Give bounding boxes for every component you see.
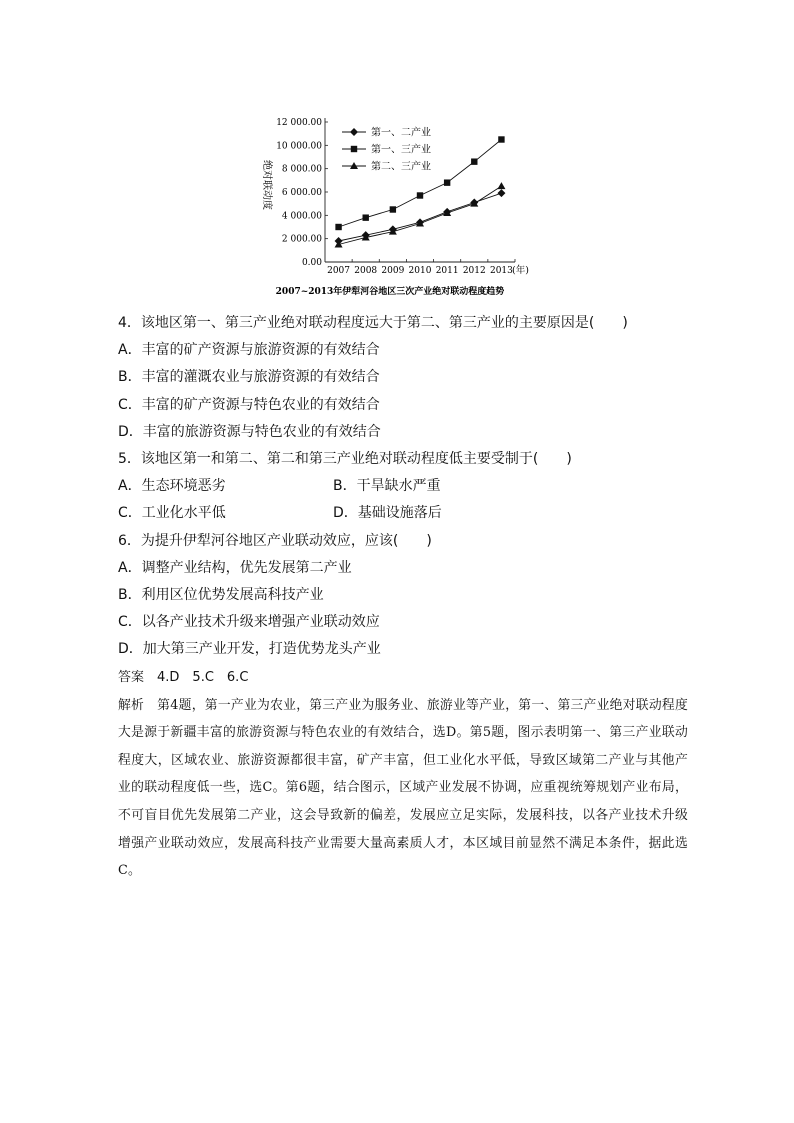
- answer-label: 答案: [118, 669, 145, 685]
- question-5-option-a: A．生态环境恶劣: [118, 478, 226, 495]
- question-5-options-row-2: [118, 500, 688, 527]
- question-block: [118, 310, 688, 885]
- x-tick-label: 2008: [354, 266, 378, 276]
- series-2-point: [498, 136, 504, 142]
- question-5-option-b: B．干旱缺水严重: [333, 478, 441, 495]
- x-tick-label: 2010: [408, 266, 432, 276]
- question-5-option-c: C．工业化水平低: [118, 505, 226, 522]
- series-2-point: [335, 224, 341, 230]
- question-6-option-d: D．加大第三产业开发，打造优势龙头产业: [118, 641, 381, 658]
- chart-title: 2007~2013年伊犁河谷地区三次产业绝对联动程度趋势: [275, 287, 505, 297]
- y-tick-label: 0.00: [301, 258, 322, 268]
- answer-line: [118, 664, 688, 692]
- legend-label-3: 第二、三产业: [371, 161, 431, 173]
- question-5-stem: 5．该地区第一和第二、第二和第三产业绝对联动程度低主要受制于( ): [118, 451, 572, 468]
- y-tick-label: 12 000.00: [276, 118, 322, 128]
- x-tick-label: 2011: [435, 266, 459, 276]
- question-4-option-b: B．丰富的灌溉农业与旅游资源的有效结合: [118, 369, 380, 386]
- question-4-option-c: C．丰富的矿产资源与特色农业的有效结合: [118, 396, 380, 413]
- x-tick-label: 2007: [327, 266, 351, 276]
- series-2-point: [363, 214, 369, 220]
- question-4-option-a: A．丰富的矿产资源与旅游资源的有效结合: [118, 342, 380, 359]
- series-2-point: [471, 158, 477, 164]
- series-2-point: [390, 206, 396, 212]
- legend-marker-2: [351, 146, 357, 152]
- question-6-option-c: C．以各产业技术升级来增强产业联动效应: [118, 614, 380, 631]
- y-tick-label: 6 000.00: [281, 188, 322, 198]
- analysis-label: 解析: [118, 697, 145, 713]
- legend-marker-1: [350, 128, 358, 136]
- answer-text: 4.D 5.C 6.C: [144, 669, 249, 685]
- y-tick-label: 8 000.00: [281, 164, 322, 175]
- x-tick-label: 2009: [381, 266, 405, 276]
- y-tick-label: 2 000.00: [281, 234, 322, 245]
- series-2-point: [417, 192, 423, 198]
- series-1-point: [497, 189, 505, 197]
- chart-axes: [276, 118, 515, 276]
- question-4-option-d: D．丰富的旅游资源与特色农业的有效结合: [118, 423, 381, 440]
- question-6-option-a: A．调整产业结构，优先发展第二产业: [118, 559, 352, 576]
- series-2-point: [444, 179, 450, 185]
- y-tick-label: 4 000.00: [281, 211, 322, 222]
- question-6-option-b: B．利用区位优势发展高科技产业: [118, 587, 324, 604]
- question-5-option-d: D．基础设施落后: [333, 505, 442, 522]
- question-6-stem: 6．为提升伊犁河谷地区产业联动效应，应该( ): [118, 532, 432, 549]
- legend-marker-3: [350, 162, 358, 169]
- legend-label-2: 第一、三产业: [371, 144, 431, 156]
- chart-ylabel: 绝对联动度: [261, 160, 272, 210]
- series-3-point: [497, 182, 505, 189]
- analysis-text: 第4题，第一产业为农业，第三产业为服务业、旅游业等产业，第一、第三产业绝对联动程度大是源于新疆丰富的旅游资源与特色农业的有效结合，选D。第5题，图示表明第一、第三产业联动程度大，区域农业、旅游资源都很丰富，矿产丰富，但工业化水平低，导致区域第二产业与其他产业的联动程度低一些，选C。第6题，结合图示，区域产业发展不协调，应重视统筹规划产业布局，不可盲目优先发展第二产业，这会导致新的偏差，发展应立足实际，发展科技，以各产业技术升级增强产业联动效应，发展高科技产业需要大量高素质人才，本区域目前显然不满足本条件，据此选C。: [118, 697, 688, 879]
- y-tick-label: 10 000.00: [276, 141, 322, 152]
- question-5-options-row-1: [118, 473, 688, 500]
- x-tick-label: 2013: [489, 266, 513, 276]
- legend-label-1: 第一、二产业: [371, 127, 431, 139]
- x-tick-label: 2012: [462, 266, 486, 276]
- analysis-paragraph: [118, 692, 688, 885]
- chart-xlabel: (年): [512, 265, 529, 276]
- chart-legend: [342, 126, 431, 173]
- linkage-trend-chart: [250, 110, 550, 300]
- question-4-stem: 4．该地区第一、第三产业绝对联动程度远大于第二、第三产业的主要原因是( ): [118, 315, 628, 331]
